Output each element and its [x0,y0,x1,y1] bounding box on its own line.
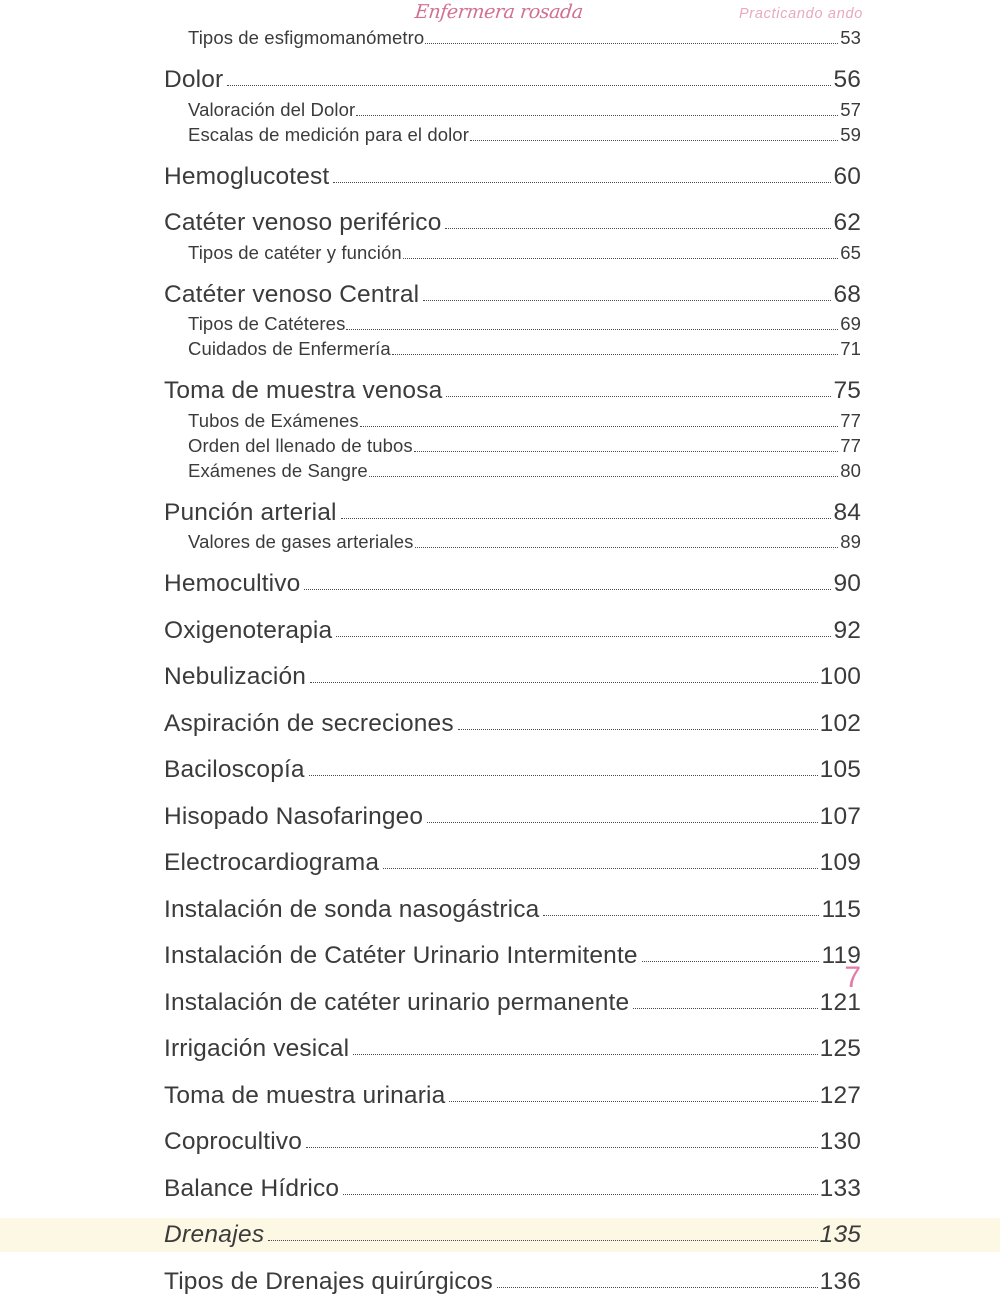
toc-leader-dots [356,115,838,116]
toc-leader-dots [343,1194,817,1195]
toc-entry[interactable] [0,846,1000,880]
toc-leader-dots [449,1101,817,1102]
toc-entry[interactable] [0,614,1000,648]
toc-leader-dots [310,682,818,683]
toc-entry[interactable] [0,206,1000,240]
toc-entry-page-number: 71 [839,336,861,361]
toc-leader-dots [414,451,838,452]
toc-entry-page-number: 102 [819,707,861,741]
toc-leader-dots [341,518,832,519]
toc-entry-label: Toma de muestra urinaria [164,1079,448,1113]
toc-entry-label: Hemoglucotest [164,160,332,194]
toc-entry-page-number: 77 [839,408,861,433]
toc-entry[interactable] [0,660,1000,694]
toc-leader-dots [360,426,839,427]
toc-entry[interactable] [0,374,1000,408]
brand-wordmark: Enfermera rosada [414,1,584,23]
toc-entry-label: Orden del llenado de tubos [188,433,413,458]
toc-leader-dots [353,1054,818,1055]
toc-entry-label: Drenajes [164,1218,267,1252]
toc-entry-label: Catéter venoso periférico [164,206,444,240]
toc-leader-dots [497,1287,818,1288]
toc-entry-page-number: 80 [839,458,861,483]
toc-entry[interactable] [0,122,1000,147]
toc-entry-page-number: 125 [819,1032,861,1066]
page-number-folio: 7 [844,962,861,994]
toc-entry-label: Catéter venoso Central [164,278,422,312]
toc-leader-dots [346,329,838,330]
toc-entry[interactable] [0,567,1000,601]
toc-entry[interactable] [0,433,1000,458]
toc-entry-label: Tipos de catéter y función [188,240,402,265]
toc-entry-page-number: 136 [819,1265,861,1298]
toc-leader-dots [309,775,818,776]
toc-entry[interactable] [0,800,1000,834]
toc-entry[interactable] [0,408,1000,433]
toc-leader-dots [458,729,818,730]
toc-entry-label: Tipos de Catéteres [188,311,345,336]
toc-entry-label: Escalas de medición para el dolor [188,122,469,147]
toc-leader-dots [425,43,838,44]
toc-leader-dots [403,258,838,259]
toc-entry-page-number: 68 [832,278,861,312]
toc-entry-label: Toma de muestra venosa [164,374,445,408]
toc-entry[interactable] [0,1218,1000,1252]
toc-entry[interactable] [0,458,1000,483]
toc-leader-dots [369,476,839,477]
toc-leader-dots [543,915,819,916]
header-tagline: Practicando ando [739,6,863,22]
toc-entry-label: Tubos de Exámenes [188,408,359,433]
toc-entry-page-number: 127 [819,1079,861,1113]
toc-entry-label: Valores de gases arteriales [188,529,414,554]
toc-entry-label: Coprocultivo [164,1125,305,1159]
toc-leader-dots [383,868,818,869]
toc-entry-label: Punción arterial [164,496,340,530]
toc-entry-label: Balance Hídrico [164,1172,342,1206]
toc-entry-page-number: 90 [832,567,861,601]
toc-entry[interactable] [0,311,1000,336]
toc-entry[interactable] [0,160,1000,194]
toc-entry-page-number: 75 [832,374,861,408]
toc-entry[interactable] [0,336,1000,361]
toc-leader-dots [633,1008,817,1009]
toc-entry[interactable] [0,1265,1000,1298]
toc-entry-page-number: 69 [839,311,861,336]
toc-entry-label: Instalación de Catéter Urinario Intermitente [164,939,641,973]
toc-leader-dots [268,1240,817,1241]
toc-entry[interactable] [0,529,1000,554]
toc-leader-dots [415,547,839,548]
toc-entry-label: Aspiración de secreciones [164,707,457,741]
toc-leader-dots [392,354,838,355]
toc-entry-page-number: 59 [839,122,861,147]
toc-entry-page-number: 121 [819,986,861,1020]
toc-leader-dots [306,1147,818,1148]
toc-entry-page-number: 130 [819,1125,861,1159]
toc-entry-page-number: 77 [839,433,861,458]
toc-entry-page-number: 53 [839,25,861,50]
toc-leader-dots [427,822,817,823]
toc-leader-dots [333,182,831,183]
toc-entry-page-number: 84 [832,496,861,530]
toc-entry-page-number: 57 [839,97,861,122]
toc-entry-label: Cuidados de Enfermería [188,336,391,361]
toc-entry-page-number: 100 [819,660,861,694]
toc-leader-dots [445,228,831,229]
toc-leader-dots [470,140,838,141]
toc-entry-page-number: 105 [819,753,861,787]
toc-entry-label: Hemocultivo [164,567,303,601]
toc-entry[interactable] [0,707,1000,741]
toc-entry-label: Nebulización [164,660,309,694]
toc-entry-page-number: 119 [820,939,861,973]
table-of-contents [0,25,1000,1298]
toc-entry-page-number: 92 [832,614,861,648]
toc-entry-label: Instalación de catéter urinario permanente [164,986,632,1020]
toc-entry[interactable] [0,1079,1000,1113]
toc-entry[interactable] [0,97,1000,122]
toc-entry-label: Hisopado Nasofaringeo [164,800,426,834]
toc-entry-page-number: 133 [819,1172,861,1206]
toc-entry-page-number: 56 [832,63,861,97]
toc-entry[interactable] [0,63,1000,97]
toc-entry-page-number: 107 [819,800,861,834]
toc-entry[interactable] [0,753,1000,787]
toc-entry-label: Dolor [164,63,226,97]
toc-entry[interactable] [0,278,1000,312]
toc-leader-dots [336,636,831,637]
toc-entry-page-number: 109 [819,846,861,880]
toc-leader-dots [227,85,831,86]
toc-entry[interactable] [0,240,1000,265]
toc-entry[interactable] [0,1172,1000,1206]
toc-entry[interactable] [0,1125,1000,1159]
toc-entry[interactable] [0,25,1000,50]
toc-entry-page-number: 65 [839,240,861,265]
toc-leader-dots [642,961,820,962]
toc-entry-label: Tipos de esfigmomanómetro [188,25,424,50]
toc-entry-page-number: 62 [832,206,861,240]
toc-entry-page-number: 115 [820,893,861,927]
toc-entry-page-number: 135 [819,1218,861,1252]
toc-leader-dots [446,396,831,397]
toc-entry-label: Tipos de Drenajes quirúrgicos [164,1265,496,1298]
toc-entry-label: Oxigenoterapia [164,614,335,648]
toc-entry[interactable] [0,496,1000,530]
toc-entry-label: Instalación de sonda nasogástrica [164,893,542,927]
toc-entry-page-number: 89 [839,529,861,554]
toc-entry-label: Electrocardiograma [164,846,382,880]
toc-entry[interactable] [0,893,1000,927]
toc-entry-label: Baciloscopía [164,753,308,787]
toc-leader-dots [304,589,831,590]
toc-leader-dots [423,300,831,301]
toc-entry-label: Exámenes de Sangre [188,458,368,483]
toc-entry-label: Valoración del Dolor [188,97,355,122]
toc-entry-label: Irrigación vesical [164,1032,352,1066]
toc-entry[interactable] [0,1032,1000,1066]
toc-entry-page-number: 60 [832,160,861,194]
